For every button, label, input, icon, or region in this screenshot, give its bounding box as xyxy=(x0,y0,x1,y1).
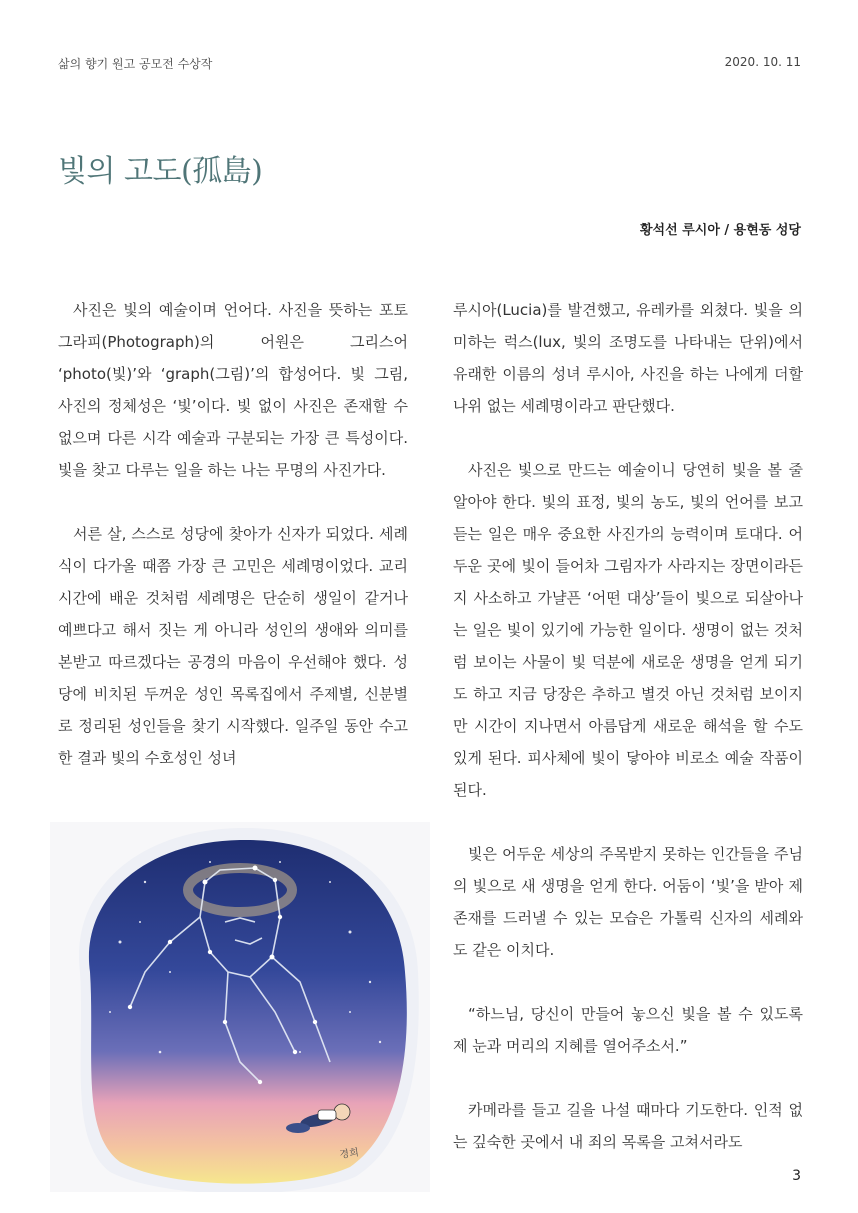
paragraph: 사진은 빛의 예술이며 언어다. 사진을 뜻하는 포토그라피(Photograph)의 어원은 그리스어 ‘photo(빛)’와 ‘graph(그림)’의 합성어다. 빛 그림, 사진의 정체성은 ‘빛’이다. 빛 없이 사진은 존재할 수 없으며 다른 시각 예술과 구분되는 가장 큰 특성이다. 빛을 찾고 다루는 일을 하는 나는 무명의 사진가다. xyxy=(58,301,408,479)
artist-signature: 경희 xyxy=(338,1147,360,1161)
paragraph: 서른 살, 스스로 성당에 찾아가 신자가 되었다. 세례식이 다가올 때쯤 가장 큰 고민은 세례명이었다. 교리 시간에 배운 것처럼 세례명은 단순히 생일이 같거나 예쁘다고 해서 짓는 게 아니라 성인의 생애와 의미를 본받고 따르겠다는 공경의 마음이 우선해야 했다. 성당에 비치된 두꺼운 성인 목록집에서 주제별, 신분별로 정리된 성인들을 찾기 시작했다. 일주일 동안 수고한 결과 빛의 수호성인 성녀 xyxy=(58,525,408,767)
page-number: 3 xyxy=(792,1168,801,1184)
author-byline: 황석선 루시아 / 용현동 성당 xyxy=(640,223,801,238)
section-header: 삶의 향기 원고 공모전 수상작 xyxy=(58,57,213,71)
paragraph: 사진은 빛으로 만드는 예술이니 당연히 빛을 볼 줄 알아야 한다. 빛의 표정, 빛의 농도, 빛의 언어를 보고 듣는 일은 매우 중요한 사진가의 능력이며 토대다. 어두운 곳에 빛이 들어차 그림자가 사라지는 장면이라든지 사소하고 가냘픈 ‘어떤 대상’들이 빛으로 되살아나는 일은 빛이 있기에 가능한 일이다. 생명이 없는 것처럼 보이는 사물이 빛 덕분에 새로운 생명을 얻게 되기도 하고 지금 당장은 추하고 별것 아닌 것처럼 보이지만 시간이 지나면서 아름답게 새로운 해석을 할 수도 있게 된다. 피사체에 빛이 닿아야 비로소 예술 작품이 된다. xyxy=(453,461,803,799)
paragraph: 빛은 어두운 세상의 주목받지 못하는 인간들을 주님의 빛으로 새 생명을 얻게 한다. 어둠이 ‘빛’을 받아 제 존재를 드러낼 수 있는 모습은 가톨릭 신자의 세례와도 같은 이치다. xyxy=(453,845,803,959)
constellation-artwork xyxy=(50,822,430,1192)
article-title: 빛의 고도(孤島) xyxy=(58,154,263,189)
paragraph: 루시아(Lucia)를 발견했고, 유레카를 외쳤다. 빛을 의미하는 럭스(lux, 빛의 조명도를 나타내는 단위)에서 유래한 이름의 성녀 루시아, 사진을 하는 나에게 더할 나위 없는 세례명이라고 판단했다. xyxy=(453,301,803,415)
left-column xyxy=(58,294,408,806)
paragraph: 카메라를 들고 길을 나설 때마다 기도한다. 인적 없는 깊숙한 곳에서 내 죄의 목록을 고쳐서라도 xyxy=(453,1101,803,1151)
right-column xyxy=(453,294,803,1190)
quote-paragraph: “하느님, 당신이 만들어 놓으신 빛을 볼 수 있도록 제 눈과 머리의 지혜를 열어주소서.” xyxy=(453,1005,803,1055)
issue-date: 2020. 10. 11 xyxy=(724,55,801,69)
night-sky-illustration xyxy=(50,822,430,1192)
